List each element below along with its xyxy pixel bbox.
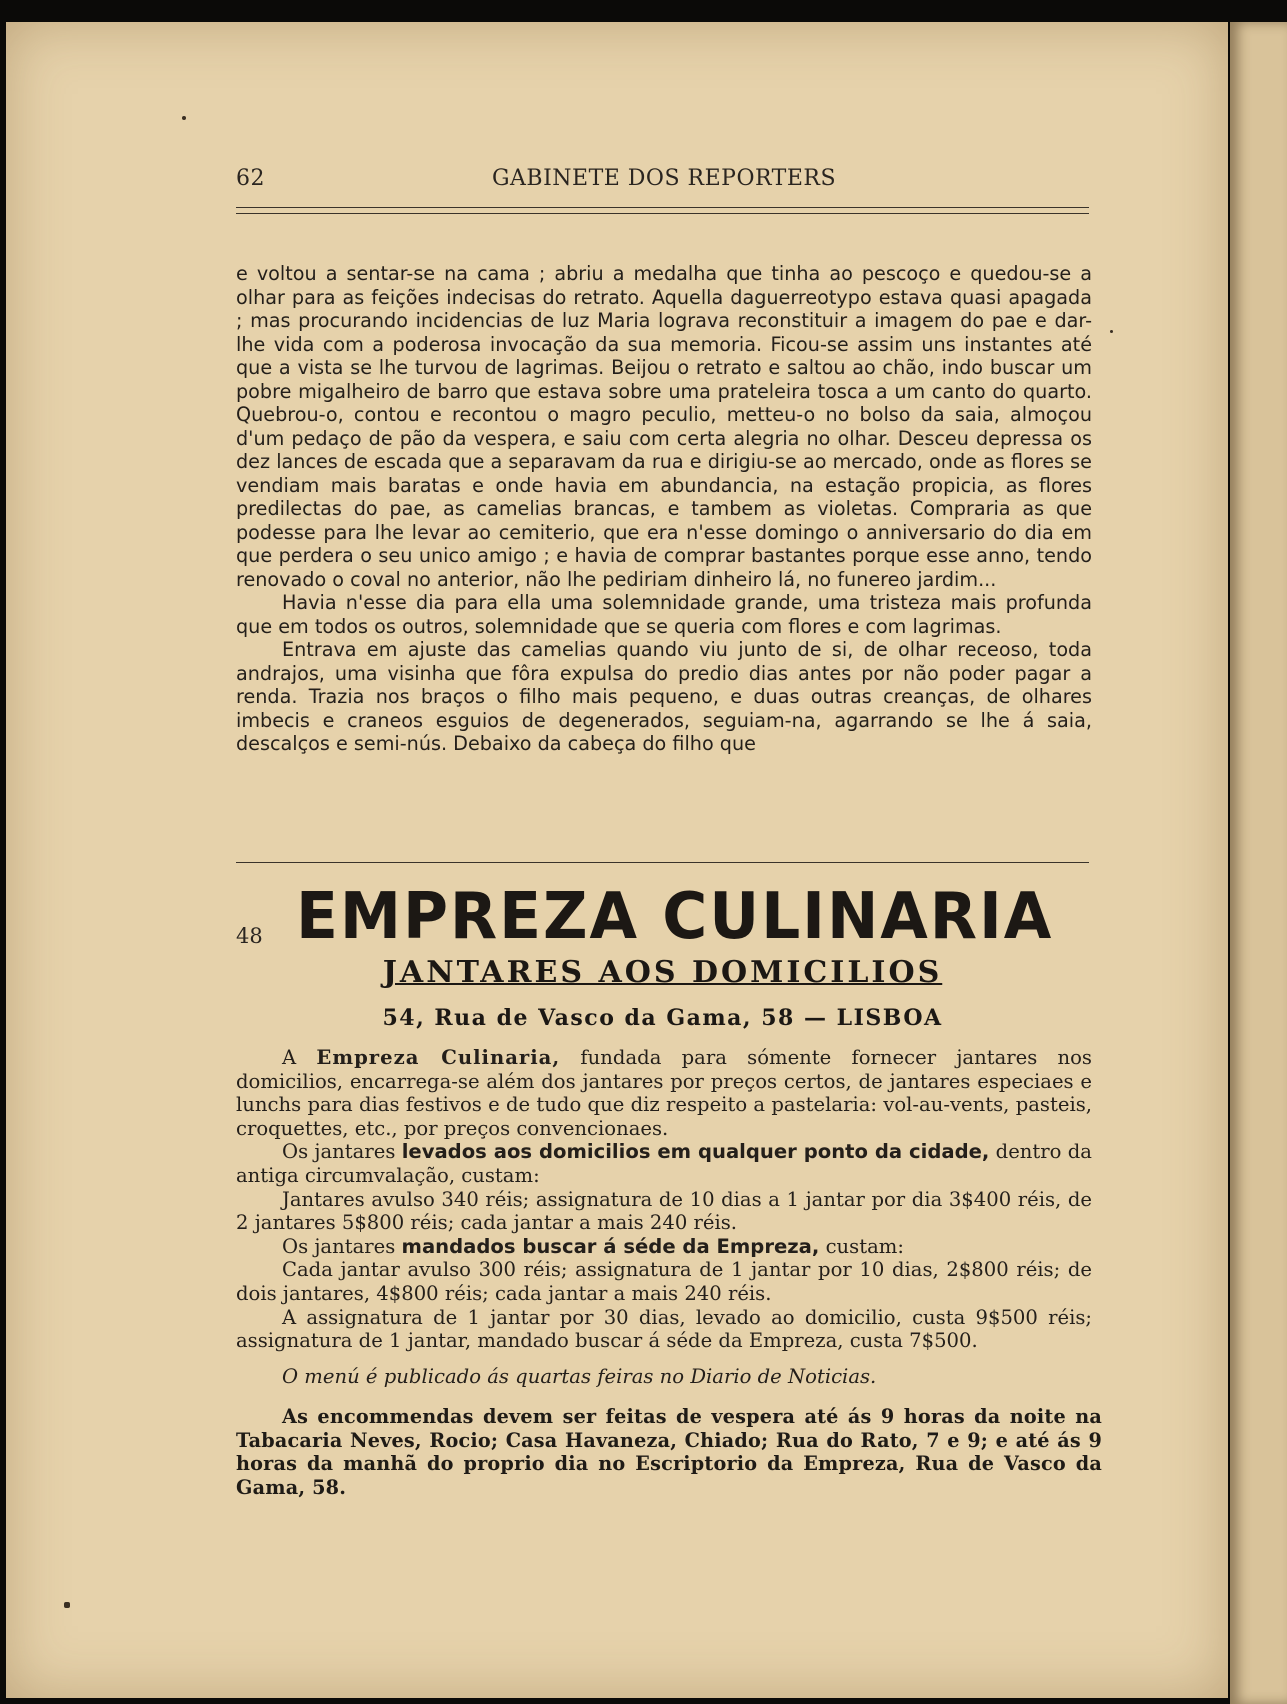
ad-intro-post: fundada para sómente fornecer jantares nos domicilios, encarrega-se além dos jantares por preços certos, de jantares especiaes e lunchs para dias festivos e de tudo que diz respeito a pastelaria: vol-au-vents, pasteis, croquettes, etc., por preços convencionaes. [236,1046,1092,1140]
header-double-rule [236,207,1089,214]
article-paragraph-3: Entrava em ajuste das camelias quando viu junto de si, de olhar receoso, toda andrajos, uma visinha que fôra expulsa do predio dias antes por não poder pagar a renda. Trazia nos braços o filho mais pequeno, e duas outras creanças, de olhares imbecis e craneos esguios de degenerados, seguiam-na, agarrando se lhe á saia, descalços e semi-nús. Debaixo da cabeça do filho que [236,638,1092,755]
ad-pickup-pre: Os jantares [282,1234,402,1258]
ad-paragraph-pickup [236,1235,1092,1259]
paper-speck [182,116,186,120]
ad-number: 48 [236,924,263,948]
ad-pickup-bold: mandados buscar á séde da Empreza, [401,1234,820,1258]
ad-intro-brand: Empreza Culinaria, [316,1046,561,1069]
ad-intro-pre: A [282,1046,317,1069]
ad-paragraph-intro [236,1046,1092,1140]
ad-delivered-post: dentro da antiga circumvalação, custam: [236,1140,1092,1187]
article-paragraph-2: Havia n'esse dia para ella uma solemnidade grande, uma tristeza mais profunda que em todos os outros, solemnidade que se queria com flores e com lagrimas. [236,591,1092,638]
ad-orders-text: As encommendas devem ser feitas de vespera até ás 9 horas da noite na Tabacaria Neves, Rocio; Casa Havaneza, Chiado; Rua do Rato, 7 e 9; e até ás 9 horas da manhã do proprio dia no Escriptorio da Empreza, Rua de Vasco da Gama, 58. [236,1405,1102,1499]
ad-paragraph-pickup-prices: Cada jantar avulso 300 réis; assignatura de 1 jantar por 10 dias, 2$800 réis; de dois jantares, 4$800 réis; cada jantar a mais 240 réis. [236,1258,1092,1305]
ad-orders [236,1405,1102,1499]
paper-speck [1110,330,1113,333]
page-number: 62 [236,166,265,191]
ad-delivered-pre: Os jantares [282,1140,402,1164]
ad-delivered-bold: levados aos domicilios em qualquer ponto da cidade, [401,1140,990,1164]
article-text [236,262,1092,756]
paper-speck [64,1602,70,1608]
ad-paragraph-delivered-prices: Jantares avulso 340 réis; assignatura de 10 dias a 1 jantar por dia 3$400 réis, de 2 jantares 5$800 réis; cada jantar a mais 240 réis. [236,1187,1092,1235]
next-page-edge [1230,22,1287,1704]
ad-pickup-post: custam: [819,1234,904,1258]
section-divider-rule [236,862,1089,863]
ad-address: 54, Rua de Vasco da Gama, 58 — LISBOA [382,1005,943,1031]
ad-paragraph-monthly: A assignatura de 1 jantar por 30 dias, levado ao domicilio, custa 9$500 réis; assignatura de 1 jantar, mandado buscar á séde da Empreza, custa 7$500. [236,1305,1092,1353]
article-paragraph-1: e voltou a sentar-se na cama ; abriu a medalha que tinha ao pescoço e quedou-se a olhar para as feições indecisas do retrato. Aquella daguerreotypo estava quasi apagada ; mas procurando incidencias de luz Maria lograva reconstituir a imagem do pae e dar-lhe vida com a poderosa invocação da sua memoria. Ficou-se assim uns instantes até que a vista se lhe turvou de lagrimas. Beijou o retrato e saltou ao chão, indo buscar um pobre migalheiro de barro que estava sobre uma prateleira tosca a um canto do quarto. Quebrou-o, contou e recontou o magro peculio, metteu-o no bolso da saia, almoçou d'um pedaço de pão da vespera, e saiu com certa alegria no olhar. Desceu depressa os dez lances de escada que a separavam da rua e dirigiu-se ao mercado, onde as flores se vendiam mais baratas e onde havia em abundancia, na estação propicia, as flores predilectas do pae, as camelias brancas, e tambem as violetas. Compraria as que podesse para lhe levar ao cemiterio, que era n'esse domingo o anniversario do dia em que perdera o seu unico amigo ; e havia de comprar bastantes porque esse anno, tendo renovado o coval no anterior, não lhe pediriam dinheiro lá, no funereo jardim... [236,262,1092,591]
running-header [236,166,1092,196]
ad-paragraph-delivered [236,1140,1092,1187]
ad-title: EMPREZA CULINARIA [296,880,1054,954]
ad-menu-note: O menú é publicado ás quartas feiras no Diario de Noticias. [282,1364,877,1388]
running-title: GABINETE DOS REPORTERS [491,166,837,191]
ad-body [236,1046,1092,1388]
ad-subtitle: JANTARES AOS DOMICILIOS [382,955,943,990]
